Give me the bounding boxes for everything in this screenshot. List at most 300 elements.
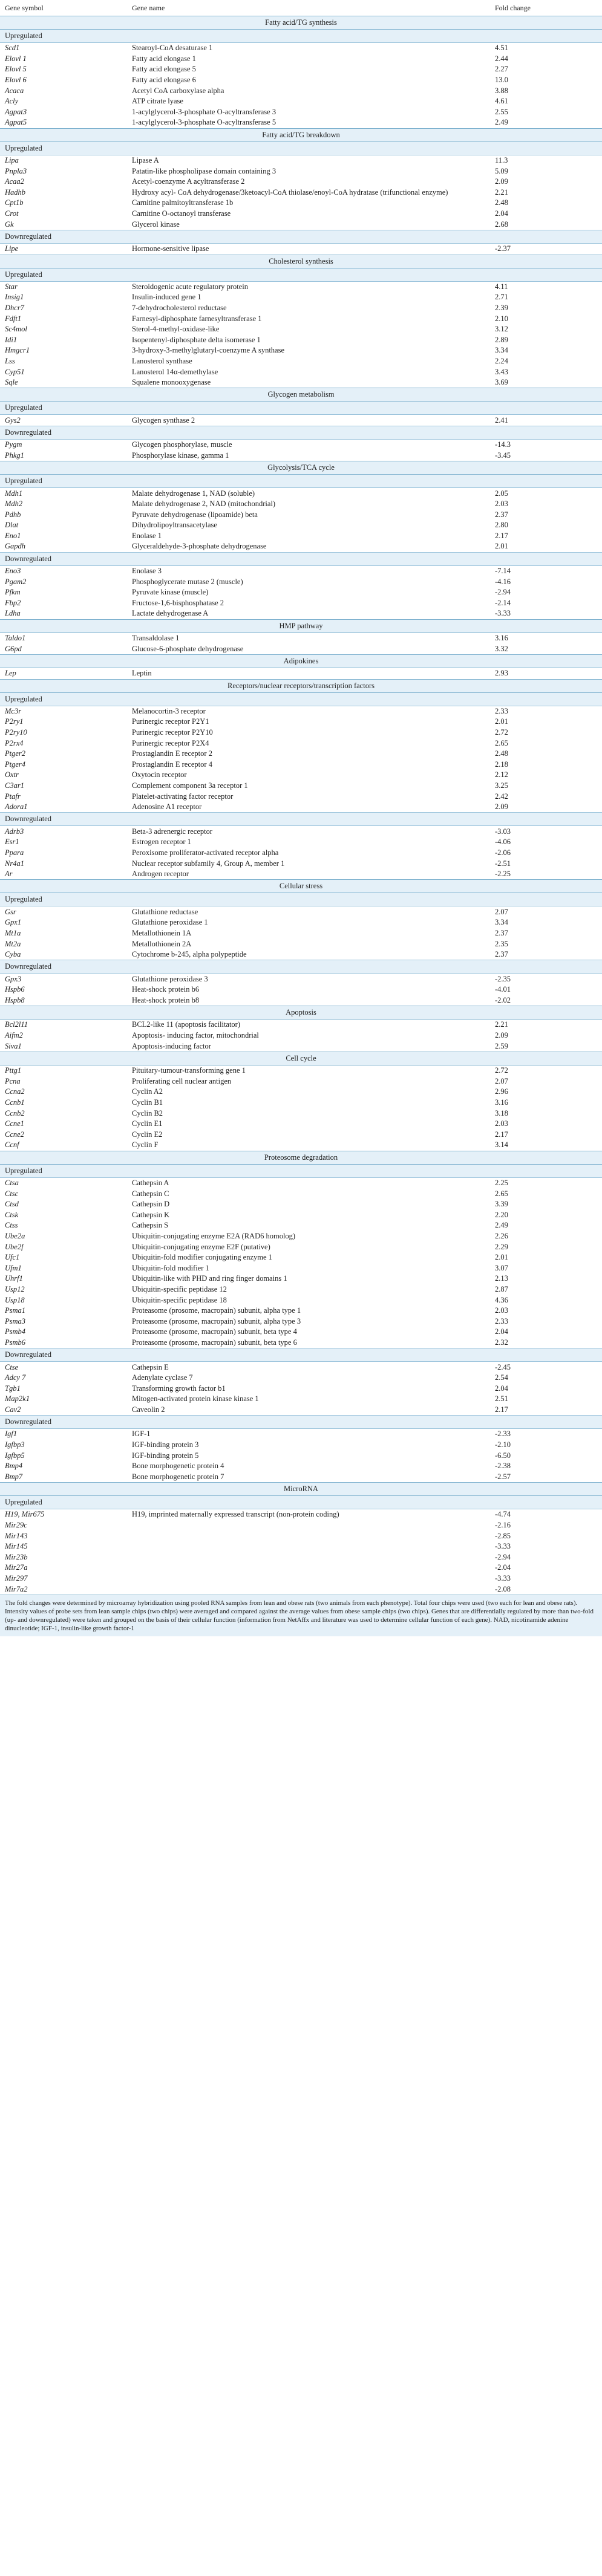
gene-symbol-cell: Pdhb xyxy=(5,510,21,519)
fold-change-cell: 2.42 xyxy=(495,792,508,801)
gene-symbol-cell: Psmb6 xyxy=(5,1338,26,1347)
table-row xyxy=(0,1140,602,1151)
gene-name-cell: Beta-3 adrenergic receptor xyxy=(132,827,213,836)
fold-change-cell: 2.49 xyxy=(495,118,508,127)
table-row xyxy=(0,1541,602,1552)
table-row xyxy=(0,1429,602,1440)
gene-name-cell: Acetyl CoA carboxylase alpha xyxy=(132,86,224,95)
gene-symbol-cell: Taldo1 xyxy=(5,634,26,643)
gene-symbol-cell: Pcna xyxy=(5,1076,21,1085)
gene-name-cell: Hydroxy acyl- CoA dehydrogenase/3ketoacyl-CoA thiolase/enoyl-CoA hydratase (trifunctional enzyme) xyxy=(132,187,448,197)
gene-name-cell: Ubiquitin-fold modifier 1 xyxy=(132,1263,209,1272)
fold-change-cell: 2.10 xyxy=(495,314,508,323)
gene-name-cell: Complement component 3a receptor 1 xyxy=(132,781,248,790)
gene-name-cell: Cyclin E1 xyxy=(132,1119,163,1128)
fold-change-cell: 2.35 xyxy=(495,939,508,948)
category-title: Glycogen metabolism xyxy=(0,388,602,402)
fold-change-cell: -3.33 xyxy=(495,609,511,618)
gene-symbol-cell: Mdh2 xyxy=(5,499,23,509)
fold-change-cell: 2.01 xyxy=(495,1253,508,1262)
table-row xyxy=(0,177,602,187)
gene-symbol-cell: Ctsc xyxy=(5,1189,19,1198)
gene-symbol-cell: Ube2f xyxy=(5,1242,24,1251)
table-row xyxy=(0,1573,602,1584)
gene-symbol-cell: Igfbp3 xyxy=(5,1440,25,1449)
gene-name-cell: Cyclin E2 xyxy=(132,1130,163,1139)
table-row xyxy=(0,1076,602,1087)
regulation-label: Upregulated xyxy=(0,692,602,706)
table-row xyxy=(0,1383,602,1394)
gene-symbol-cell: Ptafr xyxy=(5,792,21,801)
fold-change-cell: 3.07 xyxy=(495,1263,508,1272)
gene-name-cell: 1-acylglycerol-3-phosphate O-acyltransferase 5 xyxy=(132,118,276,127)
fold-change-cell: -2.37 xyxy=(495,244,511,253)
gene-symbol-cell: H19, Mir675 xyxy=(5,1510,45,1519)
fold-change-cell: 2.39 xyxy=(495,303,508,312)
table-row xyxy=(0,633,602,643)
gene-name-cell: Farnesyl-diphosphate farnesyltransferase 1 xyxy=(132,314,262,323)
gene-name-cell: Ubiquitin-fold modifier conjugating enzyme 1 xyxy=(132,1253,272,1262)
gene-symbol-cell: Adrb3 xyxy=(5,827,24,836)
gene-symbol-cell: Mir29c xyxy=(5,1521,27,1530)
fold-change-cell: 2.68 xyxy=(495,220,508,229)
gene-symbol-cell: Acaca xyxy=(5,86,24,95)
gene-name-cell: Fatty acid elongase 6 xyxy=(132,76,196,85)
gene-name-cell: Patatin-like phospholipase domain containing 3 xyxy=(132,166,276,175)
gene-symbol-cell: Lipe xyxy=(5,244,19,253)
table-row xyxy=(0,1295,602,1306)
table-row xyxy=(0,995,602,1006)
fold-change-cell: 2.18 xyxy=(495,759,508,769)
gene-symbol-cell: Hspb8 xyxy=(5,995,25,1004)
regulation-row xyxy=(0,268,602,281)
fold-change-cell: 2.07 xyxy=(495,1076,508,1085)
fold-change-cell: -3.03 xyxy=(495,827,511,836)
gene-name-cell: Dihydrolipoyltransacetylase xyxy=(132,521,217,530)
category-row xyxy=(0,654,602,668)
regulation-row xyxy=(0,960,602,974)
gene-symbol-cell: Ccne1 xyxy=(5,1119,24,1128)
table-row xyxy=(0,1584,602,1595)
table-row xyxy=(0,85,602,96)
table-row xyxy=(0,531,602,542)
table-row xyxy=(0,576,602,587)
gene-symbol-cell: Igfbp5 xyxy=(5,1451,25,1460)
gene-symbol-cell: Agpat5 xyxy=(5,118,27,127)
gene-symbol-cell: Psma3 xyxy=(5,1316,26,1325)
gene-name-cell: Heat-shock protein b8 xyxy=(132,995,200,1004)
gene-name-cell: Prostaglandin E receptor 2 xyxy=(132,749,212,758)
category-title: Fatty acid/TG breakdown xyxy=(0,128,602,141)
fold-change-cell: 2.01 xyxy=(495,542,508,551)
table-row xyxy=(0,587,602,598)
gene-name-cell: Phosphoglycerate mutase 2 (muscle) xyxy=(132,577,243,586)
category-title: HMP pathway xyxy=(0,619,602,633)
table-row xyxy=(0,759,602,770)
gene-symbol-cell: Psma1 xyxy=(5,1306,26,1315)
gene-symbol-cell: Sc4mol xyxy=(5,325,27,334)
fold-change-cell: -7.14 xyxy=(495,567,511,576)
gene-name-cell: Glutathione peroxidase 3 xyxy=(132,974,208,983)
gene-name-cell: Enolase 3 xyxy=(132,567,162,576)
gene-symbol-cell: Fdft1 xyxy=(5,314,22,323)
gene-symbol-cell: Esr1 xyxy=(5,838,19,847)
regulation-row xyxy=(0,1416,602,1429)
fold-change-cell: 2.09 xyxy=(495,802,508,812)
gene-symbol-cell: Cav2 xyxy=(5,1405,21,1414)
fold-change-cell: 4.11 xyxy=(495,282,508,291)
category-title: Proteosome degradation xyxy=(0,1151,602,1164)
gene-symbol-cell: Elovl 5 xyxy=(5,65,27,74)
category-row xyxy=(0,1052,602,1065)
gene-symbol-cell: Ccnf xyxy=(5,1140,19,1150)
category-row xyxy=(0,1151,602,1164)
table-row xyxy=(0,64,602,75)
regulation-row xyxy=(0,141,602,155)
fold-change-cell: 2.04 xyxy=(495,209,508,218)
category-row xyxy=(0,388,602,402)
table-row xyxy=(0,781,602,792)
gene-name-cell: Sterol-4-methyl-oxidase-like xyxy=(132,325,220,334)
category-title: Cholesterol synthesis xyxy=(0,255,602,268)
table-row xyxy=(0,1108,602,1119)
gene-symbol-cell: Sqle xyxy=(5,378,18,387)
fold-change-cell: -3.33 xyxy=(495,1542,511,1551)
regulation-row xyxy=(0,1348,602,1362)
fold-change-cell: -2.33 xyxy=(495,1429,511,1439)
fold-change-cell: 3.39 xyxy=(495,1200,508,1209)
fold-change-cell: -3.33 xyxy=(495,1574,511,1583)
gene-symbol-cell: Adcy 7 xyxy=(5,1373,26,1382)
category-row xyxy=(0,1006,602,1020)
regulation-label: Upregulated xyxy=(0,893,602,906)
gene-symbol-cell: Igf1 xyxy=(5,1429,18,1439)
table-row xyxy=(0,499,602,510)
fold-change-cell: -14.3 xyxy=(495,440,511,449)
fold-change-cell: 2.33 xyxy=(495,706,508,715)
table-row xyxy=(0,1087,602,1098)
gene-name-cell: Glycerol kinase xyxy=(132,220,180,229)
regulation-label: Downregulated xyxy=(0,552,602,565)
gene-symbol-cell: Usp12 xyxy=(5,1284,25,1293)
category-row xyxy=(0,128,602,141)
gene-symbol-cell: Ccna2 xyxy=(5,1087,25,1096)
gene-name-cell: Cathepsin K xyxy=(132,1210,170,1219)
table-row xyxy=(0,1041,602,1052)
table-row xyxy=(0,1020,602,1030)
fold-change-cell: 2.33 xyxy=(495,1316,508,1325)
regulation-label: Upregulated xyxy=(0,1164,602,1177)
gene-name-cell: Glutathione peroxidase 1 xyxy=(132,918,208,927)
gene-symbol-cell: Gsr xyxy=(5,907,16,916)
gene-name-cell: Isopentenyl-diphosphate delta isomerase 1 xyxy=(132,335,261,344)
fold-change-cell: 2.26 xyxy=(495,1231,508,1240)
category-title: Cell cycle xyxy=(0,1052,602,1065)
regulation-label: Downregulated xyxy=(0,230,602,243)
gene-name-cell: Proliferating cell nuclear antigen xyxy=(132,1076,232,1085)
table-row xyxy=(0,1394,602,1405)
category-title: MicroRNA xyxy=(0,1483,602,1496)
fold-change-cell: -6.50 xyxy=(495,1451,511,1460)
gene-name-cell: Nuclear receptor subfamily 4, Group A, member 1 xyxy=(132,859,285,868)
table-row xyxy=(0,415,602,426)
table-row xyxy=(0,187,602,198)
table-row xyxy=(0,209,602,220)
table-row xyxy=(0,166,602,177)
gene-symbol-cell: Ufm1 xyxy=(5,1263,22,1272)
gene-symbol-cell: Mir297 xyxy=(5,1574,28,1583)
table-row xyxy=(0,906,602,917)
regulation-row xyxy=(0,230,602,243)
gene-symbol-cell: Bmp7 xyxy=(5,1472,23,1481)
gene-name-cell xyxy=(127,1541,490,1552)
fold-change-cell: 4.36 xyxy=(495,1295,508,1304)
category-row xyxy=(0,880,602,893)
header-gene-symbol: Gene symbol xyxy=(0,0,127,16)
gene-name-cell: Acetyl-coenzyme A acyltransferase 2 xyxy=(132,177,245,186)
fold-change-cell: 2.12 xyxy=(495,770,508,779)
fold-change-cell: -2.35 xyxy=(495,974,511,983)
gene-symbol-cell: Crot xyxy=(5,209,19,218)
fold-change-cell: 2.49 xyxy=(495,1221,508,1230)
table-row xyxy=(0,334,602,345)
table-row xyxy=(0,1509,602,1520)
fold-change-cell: 2.05 xyxy=(495,489,508,498)
fold-change-cell: 2.96 xyxy=(495,1087,508,1096)
gene-name-cell xyxy=(127,1530,490,1541)
table-row xyxy=(0,598,602,609)
table-row xyxy=(0,1563,602,1573)
table-row xyxy=(0,1461,602,1472)
gene-symbol-cell: Elovl 1 xyxy=(5,54,27,63)
gene-symbol-cell: Ccnb2 xyxy=(5,1108,25,1117)
gene-symbol-cell: Ctsk xyxy=(5,1210,19,1219)
table-row xyxy=(0,1119,602,1130)
fold-change-cell: 2.37 xyxy=(495,950,508,959)
table-row xyxy=(0,1327,602,1338)
gene-symbol-cell: Ube2a xyxy=(5,1231,25,1240)
regulation-label: Upregulated xyxy=(0,268,602,281)
fold-change-cell: 2.03 xyxy=(495,1306,508,1315)
fold-change-cell: 2.03 xyxy=(495,499,508,509)
gene-name-cell: IGF-1 xyxy=(132,1429,151,1439)
category-row xyxy=(0,255,602,268)
gene-name-cell: Transforming growth factor b1 xyxy=(132,1384,226,1393)
regulation-label: Downregulated xyxy=(0,426,602,440)
table-row xyxy=(0,281,602,292)
regulation-label: Upregulated xyxy=(0,141,602,155)
table-row xyxy=(0,1130,602,1140)
fold-change-cell: 2.54 xyxy=(495,1373,508,1382)
table-row xyxy=(0,1552,602,1563)
regulation-label: Downregulated xyxy=(0,1416,602,1429)
gene-symbol-cell: Ctsa xyxy=(5,1179,19,1188)
fold-change-cell: 11.3 xyxy=(495,156,508,165)
table-row xyxy=(0,717,602,727)
gene-name-cell: Ubiquitin-specific peptidase 18 xyxy=(132,1295,227,1304)
gene-name-cell: Purinergic receptor P2Y10 xyxy=(132,728,213,737)
gene-name-cell: Insulin-induced gene 1 xyxy=(132,293,201,302)
fold-change-cell: 2.65 xyxy=(495,1189,508,1198)
regulation-label: Upregulated xyxy=(0,402,602,415)
fold-change-cell: 2.65 xyxy=(495,738,508,747)
fold-change-cell: 2.80 xyxy=(495,521,508,530)
gene-symbol-cell: Ctse xyxy=(5,1362,19,1371)
gene-name-cell: 7-dehydrocholesterol reductase xyxy=(132,303,227,312)
regulation-row xyxy=(0,30,602,43)
gene-symbol-cell: Map2k1 xyxy=(5,1394,30,1403)
regulation-label: Downregulated xyxy=(0,960,602,974)
regulation-label: Upregulated xyxy=(0,1496,602,1509)
table-row xyxy=(0,1530,602,1541)
fold-change-cell: 2.09 xyxy=(495,1031,508,1040)
gene-symbol-cell: Ptger2 xyxy=(5,749,26,758)
gene-name-cell: Malate dehydrogenase 1, NAD (soluble) xyxy=(132,489,255,498)
gene-name-cell: Fructose-1,6-bisphosphatase 2 xyxy=(132,598,224,607)
fold-change-cell: 2.17 xyxy=(495,1405,508,1414)
gene-name-cell: Phosphorylase kinase, gamma 1 xyxy=(132,450,229,460)
fold-change-cell: 2.71 xyxy=(495,293,508,302)
fold-change-cell: 2.55 xyxy=(495,107,508,116)
gene-name-cell: Hormone-sensitive lipase xyxy=(132,244,209,253)
table-row xyxy=(0,1177,602,1188)
fold-change-cell: 2.21 xyxy=(495,1020,508,1029)
gene-symbol-cell: Ccne2 xyxy=(5,1130,24,1139)
fold-change-cell: -4.16 xyxy=(495,577,511,586)
gene-symbol-cell: C3ar1 xyxy=(5,781,24,790)
table-row xyxy=(0,541,602,552)
gene-name-cell: Platelet-activating factor receptor xyxy=(132,792,234,801)
fold-change-cell: 2.01 xyxy=(495,717,508,726)
fold-change-cell: 2.13 xyxy=(495,1274,508,1283)
gene-symbol-cell: Oxtr xyxy=(5,770,19,779)
table-row xyxy=(0,848,602,859)
fold-change-cell: -4.01 xyxy=(495,985,511,994)
category-row xyxy=(0,619,602,633)
gene-name-cell: Lanosterol synthase xyxy=(132,356,192,365)
gene-symbol-cell: Psmb4 xyxy=(5,1327,26,1336)
gene-symbol-cell: Mir143 xyxy=(5,1531,28,1540)
table-row xyxy=(0,377,602,388)
regulation-label: Upregulated xyxy=(0,475,602,488)
gene-name-cell: Cyclin B2 xyxy=(132,1108,163,1117)
regulation-row xyxy=(0,475,602,488)
table-row xyxy=(0,1231,602,1242)
regulation-row xyxy=(0,1496,602,1509)
gene-name-cell: Squalene monooxygenase xyxy=(132,378,211,387)
table-row xyxy=(0,292,602,303)
category-title: Receptors/nuclear receptors/transcription factors xyxy=(0,679,602,692)
gene-symbol-cell: Mir7a2 xyxy=(5,1584,28,1593)
gene-name-cell: Cyclin B1 xyxy=(132,1098,163,1107)
fold-change-cell: -3.45 xyxy=(495,450,511,460)
table-row xyxy=(0,75,602,86)
gene-name-cell: Cathepsin E xyxy=(132,1362,169,1371)
category-title: Glycolysis/TCA cycle xyxy=(0,461,602,475)
gene-name-cell: Oxytocin receptor xyxy=(132,770,187,779)
table-row xyxy=(0,984,602,995)
header-fold-change: Fold change xyxy=(490,0,602,16)
table-row xyxy=(0,1263,602,1273)
regulation-label: Downregulated xyxy=(0,813,602,826)
gene-symbol-cell: Elovl 6 xyxy=(5,76,27,85)
table-row xyxy=(0,706,602,717)
gene-name-cell: Cathepsin C xyxy=(132,1189,169,1198)
gene-name-cell: Pyruvate dehydrogenase (lipoamide) beta xyxy=(132,510,258,519)
table-row xyxy=(0,1306,602,1316)
gene-name-cell: Proteasome (prosome, macropain) subunit, beta type 4 xyxy=(132,1327,297,1336)
gene-symbol-cell: Ctss xyxy=(5,1221,18,1230)
fold-change-cell: 3.43 xyxy=(495,367,508,376)
gene-name-cell: Lactate dehydrogenase A xyxy=(132,609,209,618)
gene-name-cell: IGF-binding protein 5 xyxy=(132,1451,199,1460)
table-row xyxy=(0,345,602,356)
gene-name-cell: Carnitine palmitoyltransferase 1b xyxy=(132,198,234,207)
table-row xyxy=(0,303,602,314)
fold-change-cell: 2.20 xyxy=(495,1210,508,1219)
header-gene-name: Gene name xyxy=(127,0,490,16)
regulation-row xyxy=(0,402,602,415)
table-row xyxy=(0,802,602,813)
gene-symbol-cell: Idi1 xyxy=(5,335,18,344)
table-row xyxy=(0,488,602,499)
gene-name-cell: BCL2-like 11 (apoptosis facilitator) xyxy=(132,1020,241,1029)
regulation-label: Downregulated xyxy=(0,1348,602,1362)
gene-name-cell: 1-acylglycerol-3-phosphate O-acyltransferase 3 xyxy=(132,107,276,116)
fold-change-cell: -4.74 xyxy=(495,1510,511,1519)
table-row xyxy=(0,1065,602,1076)
gene-name-cell xyxy=(127,1584,490,1595)
gene-symbol-cell: P2rx4 xyxy=(5,738,24,747)
table-row xyxy=(0,1210,602,1221)
gene-name-cell: Proteasome (prosome, macropain) subunit, alpha type 3 xyxy=(132,1316,301,1325)
fold-change-cell: -2.10 xyxy=(495,1440,511,1449)
fold-change-cell: 3.18 xyxy=(495,1108,508,1117)
table-row xyxy=(0,1450,602,1461)
category-title: Adipokines xyxy=(0,654,602,668)
gene-name-cell: Caveolin 2 xyxy=(132,1405,165,1414)
table-header-row xyxy=(0,0,602,16)
gene-name-cell: Bone morphogenetic protein 4 xyxy=(132,1462,224,1471)
gene-symbol-cell: Ufc1 xyxy=(5,1253,20,1262)
gene-name-cell: Fatty acid elongase 1 xyxy=(132,54,196,63)
gene-name-cell xyxy=(127,1552,490,1563)
gene-name-cell: Estrogen receptor 1 xyxy=(132,838,191,847)
regulation-row xyxy=(0,1164,602,1177)
table-row xyxy=(0,520,602,531)
gene-symbol-cell: Fbp2 xyxy=(5,598,21,607)
table-row xyxy=(0,643,602,654)
table-row xyxy=(0,858,602,869)
table-row xyxy=(0,324,602,335)
table-row xyxy=(0,450,602,461)
gene-name-cell: Cathepsin A xyxy=(132,1179,169,1188)
table-row xyxy=(0,1316,602,1327)
fold-change-cell: -2.51 xyxy=(495,859,511,868)
fold-change-cell: 2.48 xyxy=(495,749,508,758)
table-row xyxy=(0,1273,602,1284)
fold-change-cell: -2.38 xyxy=(495,1462,511,1471)
fold-change-cell: 3.14 xyxy=(495,1140,508,1150)
gene-symbol-cell: Uhrf1 xyxy=(5,1274,23,1283)
gene-name-cell: Glyceraldehyde-3-phosphate dehydrogenase xyxy=(132,542,267,551)
gene-symbol-cell: Lipa xyxy=(5,156,19,165)
fold-change-cell: 3.88 xyxy=(495,86,508,95)
fold-change-cell: 2.89 xyxy=(495,335,508,344)
table-row xyxy=(0,917,602,928)
gene-name-cell: Ubiquitin-specific peptidase 12 xyxy=(132,1284,227,1293)
fold-change-cell: -2.04 xyxy=(495,1563,511,1572)
